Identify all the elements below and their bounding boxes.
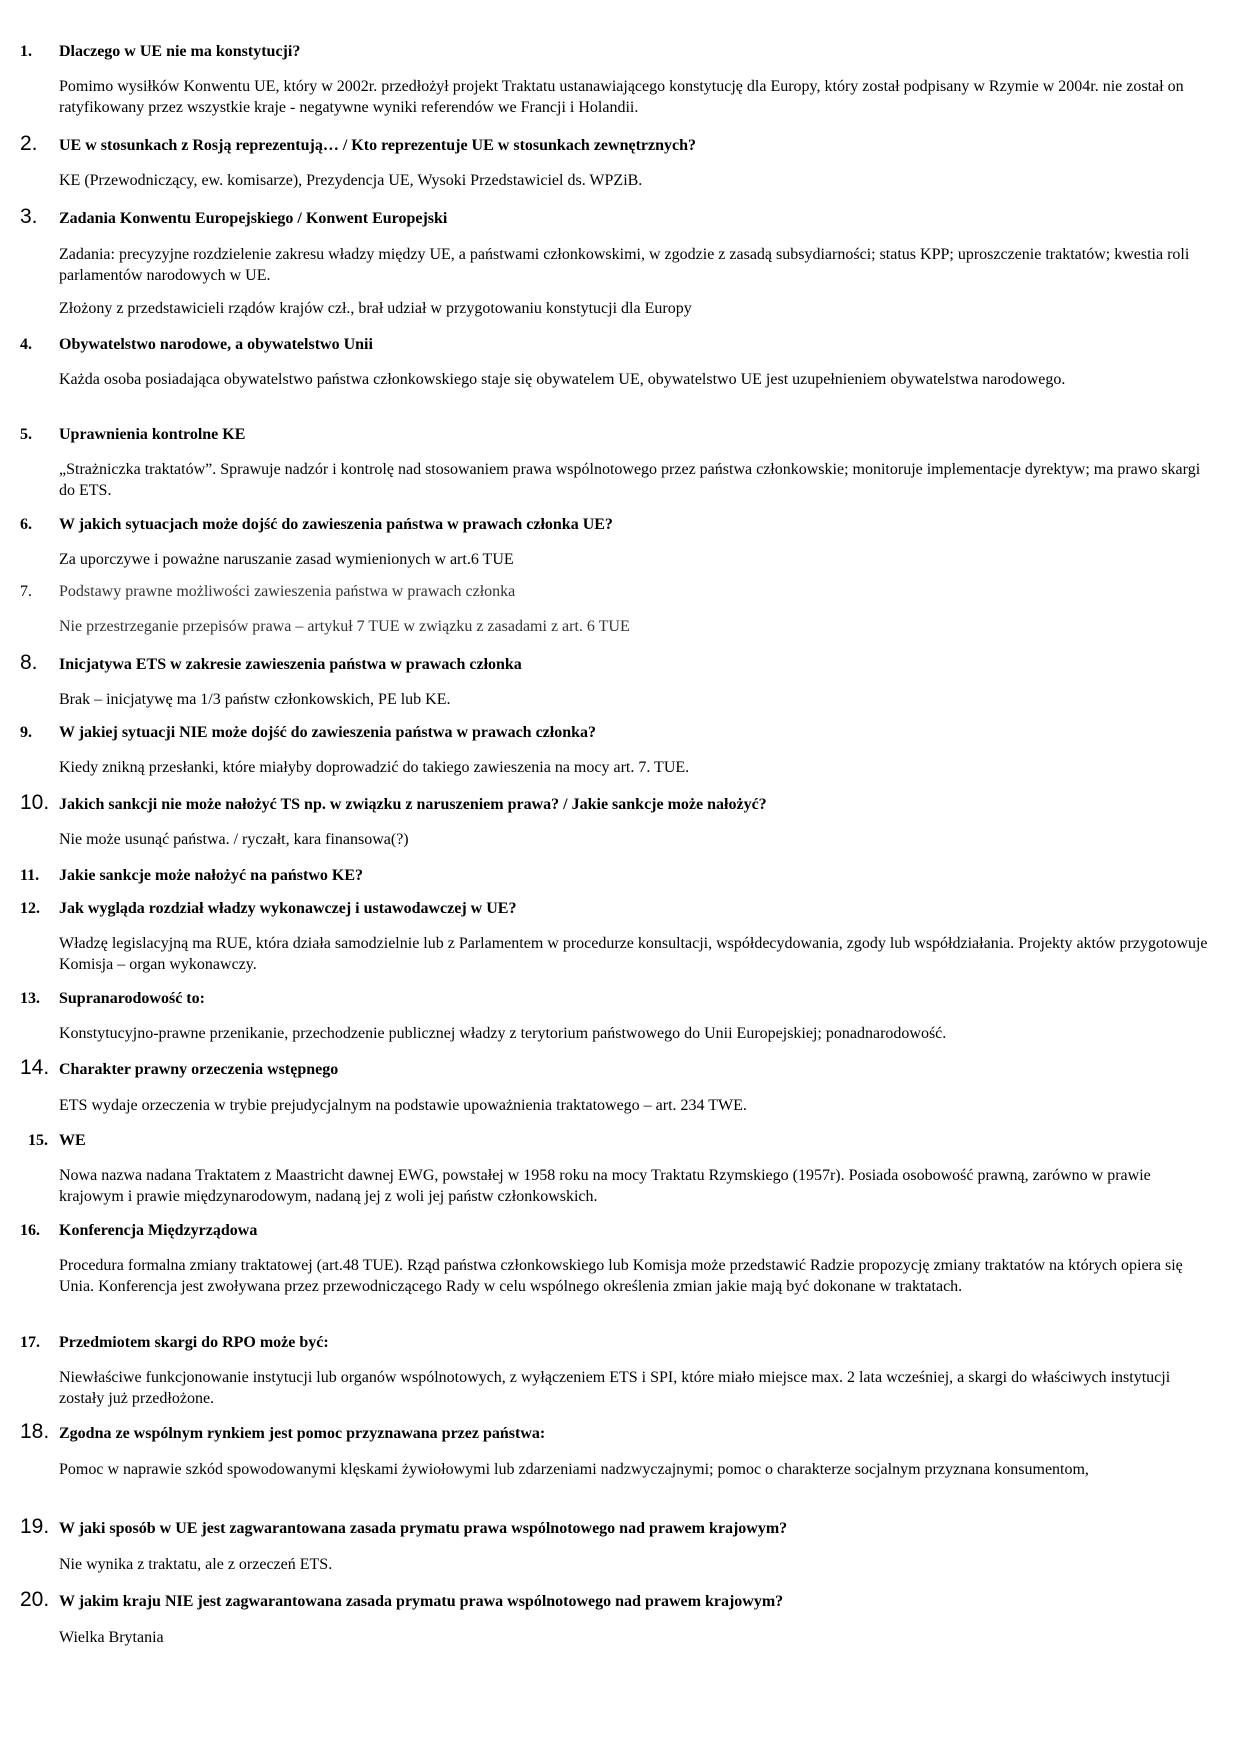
item-answer <box>59 369 1209 402</box>
item-answer <box>59 1023 1209 1056</box>
item-number: 2. <box>20 132 38 155</box>
answer-paragraph: Pomimo wysiłków Konwentu UE, który w 2002r. przedłożył projekt Traktatu ustanawiającego konstytucję dla Europy, który został podpisany w Rzymie w 2004r. nie został on ratyfikowany przez wszystkie kraje - negatywne wyniki referendów we Francji i Holandii. <box>59 78 1184 116</box>
answer-paragraph: Każda osoba posiadająca obywatelstwo państwa członkowskiego staje się obywatelem UE, obywatelstwo UE jest uzupełnieniem obywatelstwa narodowego. <box>59 371 1066 388</box>
answer-paragraph: Brak – inicjatywę ma 1/3 państw członkowskich, PE lub KE. <box>59 691 451 708</box>
answer-paragraph: Nie przestrzeganie przepisów prawa – artykuł 7 TUE w związku z zasadami z art. 6 TUE <box>59 618 630 635</box>
item-question: WE <box>59 1132 86 1149</box>
item-answer <box>59 1367 1209 1421</box>
answer-paragraph: Władzę legislacyjną ma RUE, która działa samodzielnie lub z Parlamentem w procedurze konsultacji, współdecydowania, zgody lub współdziałania. Projekty aktów przygotowuje Komisja – organ wykonawczy. <box>59 935 1208 973</box>
item-number: 3. <box>20 205 38 228</box>
item-answer <box>59 1095 1209 1128</box>
item-number: 4. <box>20 336 32 353</box>
answer-paragraph: Zadania: precyzyjne rozdzielenie zakresu władzy między UE, a państwami członkowskimi, w zgodzie z zasadą subsydiarności; status KPP; uproszczenie traktatów; kwestia roli parlamentów narodowych w UE. <box>59 246 1190 284</box>
answer-paragraph: Kiedy znikną przesłanki, które miałyby doprowadzić do takiego zawieszenia na mocy art. 7. TUE. <box>59 759 690 776</box>
item-question: Jak wygląda rozdział władzy wykonawczej i ustawodawczej w UE? <box>59 900 517 917</box>
item-question: Jakich sankcji nie może nałożyć TS np. w związku z naruszeniem prawa? / Jakie sankcje może nałożyć? <box>59 796 767 813</box>
item-question: Supranarodowość to: <box>59 990 205 1007</box>
item-answer <box>59 829 1209 862</box>
item-number: 1. <box>20 43 32 60</box>
answer-paragraph: Pomoc w naprawie szkód spowodowanymi klęskami żywiołowymi lub zdarzeniami nadzwyczajnymi; pomoc o charakterze socjalnym przyznana konsumentom, <box>59 1461 1089 1478</box>
item-question: Konferencja Międzyrządowa <box>59 1222 258 1239</box>
item-question: W jakim kraju NIE jest zagwarantowana zasada prymatu prawa wspólnotowego nad prawem krajowym? <box>59 1593 784 1610</box>
answer-paragraph: Procedura formalna zmiany traktatowej (art.48 TUE). Rząd państwa członkowskiego lub Komisja może przedstawić Radzie propozycję zmiany traktatów na których opiera się Unia. Konferencja jest zwoływana przez przewodniczącego Rady w celu wspólnego określenia zmian jakie mają być dokonane w traktatach. <box>59 1257 1183 1295</box>
item-question: Przedmiotem skargi do RPO może być: <box>59 1334 329 1351</box>
item-number: 14. <box>20 1056 50 1079</box>
answer-paragraph: ETS wydaje orzeczenia w trybie prejudycjalnym na podstawie upoważnienia traktatowego – art. 234 TWE. <box>59 1097 747 1114</box>
item-answer <box>59 1627 1209 1660</box>
item-answer <box>59 757 1209 790</box>
item-question: W jakiej sytuacji NIE może dojść do zawieszenia państwa w prawach członka? <box>59 724 597 741</box>
item-question: Jakie sankcje może nałożyć na państwo KE? <box>59 867 363 884</box>
item-number: 8. <box>20 651 38 674</box>
answer-paragraph: Konstytucyjno-prawne przenikanie, przechodzenie publicznej władzy z terytorium państwowego do Unii Europejskiej; ponadnarodowość. <box>59 1025 947 1042</box>
item-number: 16. <box>20 1222 40 1239</box>
answer-paragraph: Nowa nazwa nadana Traktatem z Maastricht dawnej EWG, powstałej w 1958 roku na mocy Traktatu Rzymskiego (1957r). Posiada osobowość prawną, zarówno w prawie krajowym i prawie międzynarodowym, nadaną jej z woli jej państw członkowskich. <box>59 1167 1151 1205</box>
answer-paragraph: Nie wynika z traktatu, ale z orzeczeń ETS. <box>59 1556 333 1573</box>
item-question: Zadania Konwentu Europejskiego / Konwent Europejski <box>59 210 448 227</box>
answer-paragraph: Nie może usunąć państwa. / ryczałt, kara finansowa(?) <box>59 831 409 848</box>
item-question: Uprawnienia kontrolne KE <box>59 426 246 443</box>
item-answer <box>59 1165 1209 1219</box>
item-answer <box>59 1459 1209 1492</box>
answer-paragraph: „Strażniczka traktatów”. Sprawuje nadzór i kontrolę nad stosowaniem prawa wspólnotowego przez państwa członkowskie; monitoruje implementacje dyrektyw; ma prawo skargi do ETS. <box>59 461 1201 499</box>
item-number: 7. <box>20 583 32 600</box>
item-question: Podstawy prawne możliwości zawieszenia państwa w prawach członka <box>59 583 516 600</box>
item-question: Charakter prawny orzeczenia wstępnego <box>59 1061 339 1078</box>
item-question: Obywatelstwo narodowe, a obywatelstwo Unii <box>59 336 373 353</box>
item-question: Inicjatywa ETS w zakresie zawieszenia państwa w prawach członka <box>59 656 522 673</box>
answer-paragraph: Za uporczywe i poważne naruszanie zasad wymienionych w art.6 TUE <box>59 551 514 568</box>
item-question: W jakich sytuacjach może dojść do zawieszenia państwa w prawach członka UE? <box>59 516 613 533</box>
item-number: 15. <box>28 1132 48 1149</box>
item-number: 10. <box>20 791 50 814</box>
answer-paragraph: Niewłaściwe funkcjonowanie instytucji lub organów wspólnotowych, z wyłączeniem ETS i SPI, które miało miejsce max. 2 lata wcześniej, a skargi do właściwych instytucji zostały już przedłożone. <box>59 1369 1171 1407</box>
item-answer <box>59 549 1209 582</box>
item-number: 13. <box>20 990 40 1007</box>
item-question: W jaki sposób w UE jest zagwarantowana zasada prymatu prawa wspólnotowego nad prawem krajowym? <box>59 1520 788 1537</box>
item-number: 18. <box>20 1420 50 1443</box>
item-answer <box>59 244 1209 331</box>
answer-paragraph: KE (Przewodniczący, ew. komisarze), Prezydencja UE, Wysoki Przedstawiciel ds. WPZiB. <box>59 172 643 189</box>
item-answer <box>59 616 1209 649</box>
answer-paragraph: Wielka Brytania <box>59 1629 164 1646</box>
item-number: 6. <box>20 516 32 533</box>
item-answer <box>59 1554 1209 1587</box>
item-answer <box>59 170 1209 203</box>
item-number: 19. <box>20 1515 50 1538</box>
item-question: Zgodna ze wspólnym rynkiem jest pomoc przyznawana przez państwa: <box>59 1425 546 1442</box>
item-answer <box>59 933 1209 987</box>
item-number: 9. <box>20 724 32 741</box>
item-number: 20. <box>20 1588 50 1611</box>
item-question: UE w stosunkach z Rosją reprezentują… / Kto reprezentuje UE w stosunkach zewnętrznych? <box>59 137 696 154</box>
item-number: 12. <box>20 900 40 917</box>
item-question: Dlaczego w UE nie ma konstytucji? <box>59 43 301 60</box>
item-answer <box>59 459 1209 513</box>
item-answer <box>59 1255 1209 1309</box>
item-answer <box>59 689 1209 722</box>
item-number: 17. <box>20 1334 40 1351</box>
item-number: 11. <box>20 867 40 884</box>
item-answer <box>59 76 1209 130</box>
item-number: 5. <box>20 426 32 443</box>
answer-paragraph: Złożony z przedstawicieli rządów krajów czł., brał udział w przygotowaniu konstytucji dla Europy <box>59 300 692 317</box>
